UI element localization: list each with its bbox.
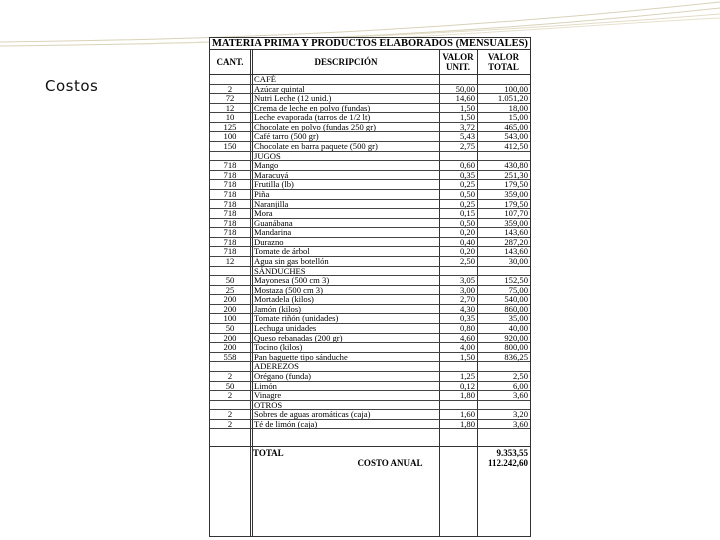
cell-qty: 2	[227, 410, 233, 419]
table-row	[210, 305, 530, 315]
table-title: MATERIA PRIMA Y PRODUCTOS ELABORADOS (MENSUALES)	[212, 38, 528, 49]
cell-total-value: 30,00	[508, 256, 528, 266]
table-row	[210, 142, 530, 152]
cell-description: Piña	[254, 189, 270, 199]
cell-description: Azúcar quintal	[254, 84, 305, 94]
cell-total-value: 412,50	[504, 142, 528, 151]
cell-description: Mayonesa (500 cm 3)	[254, 276, 330, 285]
cell-unit-value: 0,20	[459, 247, 475, 256]
cell-total-value: 35,00	[508, 314, 528, 324]
cell-qty: 718	[223, 209, 237, 218]
cell-unit-value: 0,35	[459, 170, 475, 180]
cell-unit-value: 3,72	[459, 122, 475, 132]
cell-qty: 718	[223, 247, 237, 256]
slide-title: Costos	[45, 77, 99, 95]
table-body	[210, 75, 530, 469]
table-row	[210, 190, 530, 200]
cell-description: Agua sin gas botellón	[254, 256, 329, 266]
cell-qty: 2	[227, 419, 233, 429]
table-row	[210, 247, 530, 257]
cell-total-value: 860,00	[504, 304, 528, 314]
cell-unit-value: 0,25	[459, 180, 475, 189]
cell-unit-value	[439, 362, 477, 371]
cell-description: Orégano (funda)	[254, 371, 312, 381]
cell-total-value: 40,00	[508, 324, 528, 333]
cell-qty: 718	[223, 170, 237, 180]
cell-qty: 718	[223, 228, 237, 237]
cell-unit-value: 0,60	[459, 161, 475, 170]
table-row	[210, 180, 530, 190]
cell-qty: 12	[225, 256, 235, 266]
cell-unit-value: 0,50	[459, 189, 475, 199]
cell-unit-value: 1,80	[459, 419, 475, 429]
cell-total-value	[477, 362, 530, 371]
table-footer	[210, 447, 530, 469]
cell-description: Sobres de aguas aromáticas (caja)	[254, 410, 371, 419]
cell-description: Nutri Leche (12 unid.)	[254, 94, 332, 103]
cell-unit-value: 1,50	[459, 103, 475, 113]
cell-total-value	[477, 75, 530, 84]
cell-description: Mandarina	[254, 228, 292, 237]
cell-total-value: 18,00	[508, 103, 528, 113]
cell-unit-value: 1,25	[459, 371, 475, 381]
cell-total-value: 251,30	[504, 170, 528, 180]
table-row	[210, 200, 530, 210]
cell-total-value: 800,00	[504, 343, 528, 352]
section-row	[210, 152, 530, 162]
cell-unit-value: 0,35	[459, 314, 475, 324]
table-row	[210, 420, 530, 430]
cell-description: Leche evaporada (tarros de 1/2 lt)	[254, 113, 371, 122]
cell-description: Mango	[254, 161, 279, 170]
cell-unit-value: 3,05	[459, 276, 475, 285]
table-row	[210, 123, 530, 133]
table-row	[210, 161, 530, 171]
cell-description: ADEREZOS	[254, 362, 299, 371]
header-qty: CANT.	[216, 57, 244, 67]
cell-description: Guanábana	[254, 218, 293, 228]
cell-qty: 200	[223, 295, 237, 304]
cell-total-value: 152,50	[504, 276, 528, 285]
cell-description: Lechuga unidades	[254, 324, 317, 333]
cost-table	[209, 37, 531, 537]
cell-unit-value: 2,70	[459, 295, 475, 304]
cell-qty: 50	[225, 324, 235, 333]
cell-description: Té de limón (caja)	[254, 419, 318, 429]
cell-total-value: 107,70	[504, 209, 528, 218]
cell-total-value: 1.051,20	[497, 94, 528, 103]
table-row	[210, 410, 530, 420]
cell-qty: 50	[225, 276, 235, 285]
cell-total-value: 836,25	[504, 352, 528, 362]
cell-total-value	[477, 267, 530, 276]
cell-unit-value	[439, 75, 477, 84]
cell-qty: 718	[223, 161, 237, 170]
cell-qty	[210, 75, 250, 84]
cell-description: Queso rebanadas (200 gr)	[254, 333, 343, 343]
cell-total-value: 3,60	[512, 391, 528, 400]
cell-qty: 12	[225, 103, 235, 113]
cell-total-value: 6,00	[512, 381, 528, 391]
cell-unit-value: 2,75	[459, 142, 475, 151]
cell-qty: 558	[223, 352, 237, 362]
section-row	[210, 362, 530, 372]
table-row	[210, 314, 530, 324]
cell-qty	[210, 267, 250, 276]
cell-total-value: 100,00	[504, 84, 528, 94]
table-row	[210, 276, 530, 286]
cell-unit-value: 14,60	[455, 94, 475, 103]
cell-total-value: 543,00	[504, 132, 528, 142]
cell-total-value: 3,60	[512, 419, 528, 429]
cell-description: Pan baguette tipo sánduche	[254, 352, 348, 362]
cell-qty: 2	[227, 84, 233, 94]
cell-qty: 718	[223, 199, 237, 209]
cell-unit-value: 2,50	[459, 256, 475, 266]
cell-total-value: 143,60	[504, 228, 528, 237]
cell-description: Limón	[254, 381, 277, 391]
section-row	[210, 267, 530, 277]
cell-description: Tocino (kilos)	[254, 343, 303, 352]
annual-cost-label: COSTO ANUAL	[357, 458, 423, 469]
section-row	[210, 401, 530, 411]
section-row	[210, 75, 530, 85]
header-total-value: VALOR TOTAL	[487, 52, 520, 72]
cell-unit-value: 4,00	[459, 343, 475, 352]
cell-qty	[210, 401, 250, 410]
cell-description: Mortadela (kilos)	[254, 295, 314, 304]
cell-description: Tomate de árbol	[254, 247, 310, 256]
cell-qty: 125	[223, 122, 237, 132]
header-description: DESCRIPCIÓN	[314, 57, 378, 67]
cell-unit-value: 1,60	[459, 410, 475, 419]
cell-description: Chocolate en barra paquete (500 gr)	[254, 142, 378, 151]
cell-description: Jamón (kilos)	[254, 304, 302, 314]
cell-unit-value: 4,60	[459, 333, 475, 343]
cell-qty: 25	[225, 285, 235, 295]
table-row	[210, 382, 530, 392]
cell-description: Mora	[254, 209, 273, 218]
header-unit-value: VALOR UNIT.	[442, 52, 474, 72]
total-label: TOTAL	[253, 448, 284, 459]
cell-unit-value: 5,43	[459, 132, 475, 142]
cell-qty: 10	[225, 113, 235, 122]
cell-qty: 100	[223, 132, 237, 142]
cell-total-value: 465,00	[504, 122, 528, 132]
cell-description: Chocolate en polvo (fundas 250 gr)	[254, 122, 376, 132]
annual-cost-value: 112.242,60	[487, 458, 528, 469]
table-row	[210, 219, 530, 229]
cell-unit-value: 0,50	[459, 218, 475, 228]
table-row	[210, 324, 530, 334]
cell-total-value: 2,50	[512, 371, 528, 381]
spacer-row	[210, 429, 530, 447]
cell-description: Café tarro (500 gr)	[254, 132, 319, 142]
cell-unit-value: 0,80	[459, 324, 475, 333]
table-row	[210, 113, 530, 123]
cell-qty: 200	[223, 304, 237, 314]
cell-total-value: 15,00	[508, 113, 528, 122]
cell-total-value: 287,20	[504, 237, 528, 247]
cell-unit-value: 4,30	[459, 304, 475, 314]
table-row	[210, 85, 530, 95]
cell-unit-value: 3,00	[459, 285, 475, 295]
cell-qty	[210, 362, 250, 371]
cell-qty: 2	[227, 371, 233, 381]
cell-unit-value: 0,20	[459, 228, 475, 237]
cell-total-value: 920,00	[504, 333, 528, 343]
cell-description: JUGOS	[254, 151, 281, 161]
cell-qty	[210, 152, 250, 161]
cell-unit-value: 50,00	[455, 84, 475, 94]
cell-qty: 718	[223, 237, 237, 247]
table-row	[210, 257, 530, 267]
cell-unit-value: 1,80	[459, 391, 475, 400]
cell-unit-value: 1,50	[459, 352, 475, 362]
table-row	[210, 295, 530, 305]
cell-description: Mostaza (500 cm 3)	[254, 285, 323, 295]
cell-unit-value: 1,50	[459, 113, 475, 122]
cell-description: Vinagre	[254, 391, 282, 400]
table-row	[210, 334, 530, 344]
cell-total-value: 179,50	[504, 180, 528, 189]
cell-total-value: 359,00	[504, 218, 528, 228]
cell-total-value	[477, 152, 530, 161]
table-row	[210, 171, 530, 181]
cell-unit-value: 0,40	[459, 237, 475, 247]
cell-description: Naranjilla	[254, 199, 289, 209]
cell-unit-value: 0,15	[459, 209, 475, 218]
cell-qty: 2	[227, 391, 233, 400]
cell-unit-value	[439, 401, 477, 410]
cell-description: OTROS	[254, 400, 283, 410]
cell-qty: 718	[223, 189, 237, 199]
cell-qty: 150	[223, 142, 237, 151]
cell-total-value: 540,00	[504, 295, 528, 304]
table-row	[210, 353, 530, 363]
cell-qty: 50	[225, 381, 235, 391]
table-header	[210, 49, 530, 75]
cell-description: SÁNDUCHES	[254, 266, 306, 276]
table-row	[210, 286, 530, 296]
cell-qty: 100	[223, 314, 237, 324]
cell-description: CAFÉ	[254, 75, 276, 84]
table-row	[210, 94, 530, 104]
table-row	[210, 391, 530, 401]
cell-unit-value	[439, 267, 477, 276]
cell-total-value	[477, 401, 530, 410]
cell-description: Durazno	[254, 237, 284, 247]
cell-total-value: 143,60	[504, 247, 528, 256]
cell-total-value: 3,20	[512, 410, 528, 419]
cell-description: Crema de leche en polvo (fundas)	[254, 103, 371, 113]
table-row	[210, 209, 530, 219]
cell-unit-value	[439, 152, 477, 161]
cell-qty: 718	[223, 218, 237, 228]
cell-total-value: 179,50	[504, 199, 528, 209]
cell-description: Maracuyá	[254, 170, 289, 180]
cell-qty: 200	[223, 343, 237, 352]
cell-unit-value: 0,25	[459, 199, 475, 209]
cell-description: Tomate riñón (unidades)	[254, 314, 339, 324]
cell-total-value: 430,80	[504, 161, 528, 170]
table-row	[210, 132, 530, 142]
total-value: 9.353,55	[496, 448, 528, 459]
cell-total-value: 75,00	[508, 285, 528, 295]
cell-description: Frutilla (lb)	[254, 180, 294, 189]
table-row	[210, 228, 530, 238]
cell-qty: 200	[223, 333, 237, 343]
table-row	[210, 104, 530, 114]
table-row	[210, 238, 530, 248]
cell-qty: 72	[225, 94, 235, 103]
table-row	[210, 372, 530, 382]
table-row	[210, 343, 530, 353]
cell-total-value: 359,00	[504, 189, 528, 199]
cell-unit-value: 0,12	[459, 381, 475, 391]
cell-qty: 718	[223, 180, 237, 189]
